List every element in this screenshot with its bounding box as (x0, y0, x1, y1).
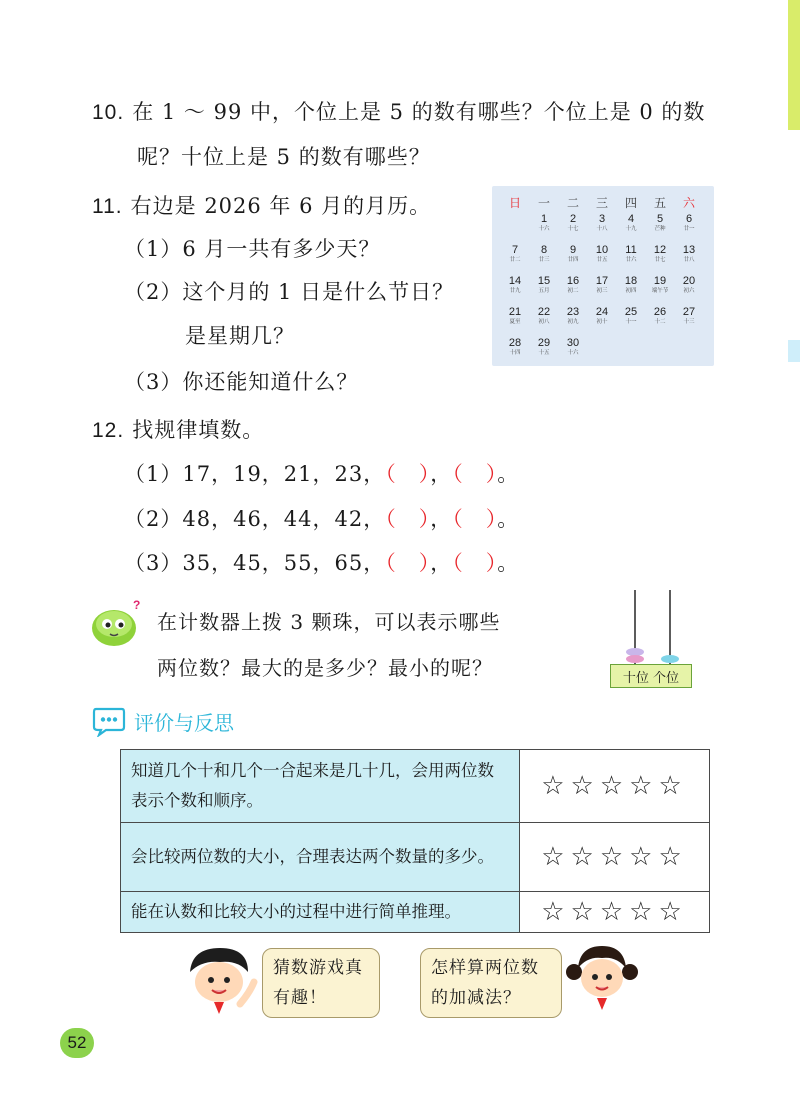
q12-number: 12. (92, 419, 125, 442)
calendar-day-cell (560, 276, 586, 295)
q12-row-2-blank-1[interactable]: （ ） (385, 507, 431, 531)
calendar-day-number: 1 (540, 213, 548, 225)
calendar-day-cell (647, 276, 673, 295)
q12-row-1-blank-1[interactable]: （ ） (385, 462, 431, 486)
calendar-day-number: 23 (566, 306, 580, 318)
calendar-lunar-date: 十八 (596, 226, 608, 232)
q10-text1: 在 1 ～ 99 中，个位上是 5 的数有哪些？个位上是 0 的数 (132, 100, 706, 124)
calendar-day-number: 12 (653, 244, 667, 256)
q12-row-3-sep: ， (430, 551, 453, 575)
calendar-lunar-date: 廿二 (509, 257, 521, 263)
edge-tab-cyan (788, 340, 800, 362)
calendar-lunar-date: 廿五 (596, 257, 608, 263)
q12-row-1-sep: ， (430, 462, 453, 486)
q12-row-2-end: 。 (497, 507, 520, 531)
calendar-day-number: 13 (682, 244, 696, 256)
q11-sub2b: 是星期几？ (185, 324, 295, 348)
calendar-lunar-date: 初四 (625, 288, 637, 294)
calendar-day-cell (647, 245, 673, 264)
q12-row-3-seq: （3）35，45，55，65， (124, 551, 386, 575)
calendar-day-cell (531, 276, 557, 295)
calendar-day-cell (618, 307, 644, 326)
q12-row-1-seq: （1）17，19，21，23， (124, 462, 386, 486)
q10-line2: 呢？十位上是 5 的数有哪些？ (137, 145, 431, 169)
calendar-lunar-date: 十六 (538, 226, 550, 232)
calendar-day-number: 4 (627, 213, 635, 225)
calendar-day-number: 11 (625, 244, 637, 256)
q10-number: 10. (92, 101, 125, 124)
calendar-day-cell (502, 307, 528, 326)
calendar-day-number: 9 (569, 244, 577, 256)
boy-character-icon (178, 942, 262, 1026)
q12-intro (92, 414, 264, 444)
calendar-day-cell (676, 245, 702, 264)
calendar-lunar-date: 初三 (596, 288, 608, 294)
june-calendar (492, 186, 714, 366)
table-row (121, 750, 710, 823)
calendar-weekday-header (502, 194, 704, 210)
calendar-lunar-date: 廿八 (683, 257, 695, 263)
q11-sub2a: （2）这个月的 1 日是什么节日？ (124, 280, 455, 304)
eval-stars-2[interactable]: ☆☆☆☆☆ (520, 823, 710, 892)
q12-row-3-blank-1[interactable]: （ ） (385, 551, 431, 575)
calendar-lunar-date: 初六 (683, 288, 695, 294)
think-line1: 在计数器上拨 3 颗珠，可以表示哪些 (157, 610, 501, 634)
calendar-day-cell (589, 276, 615, 295)
chat-bubble-icon (92, 705, 126, 737)
calendar-lunar-date: 初二 (567, 288, 579, 294)
calendar-lunar-date: 初八 (538, 319, 550, 325)
q12-row-1 (124, 458, 519, 488)
calendar-day-number: 27 (682, 306, 696, 318)
eval-criterion-2: 会比较两位数的大小，合理表达两个数量的多少。 (121, 823, 520, 892)
calendar-day-number: 20 (682, 275, 696, 287)
calendar-day-cell (589, 214, 615, 233)
calendar-lunar-date: 廿七 (654, 257, 666, 263)
q12-row-1-blank-2[interactable]: （ ） (452, 462, 498, 486)
calendar-lunar-date: 十四 (509, 350, 521, 356)
abacus-counter (604, 588, 694, 688)
table-row (121, 823, 710, 892)
weekday-mon: 一 (537, 196, 550, 210)
q12-row-3 (124, 547, 519, 577)
calendar-day-cell (676, 214, 702, 233)
calendar-day-number: 22 (537, 306, 551, 318)
calendar-day-cell (676, 276, 702, 295)
calendar-day-cell (560, 307, 586, 326)
calendar-day-number: 17 (595, 275, 609, 287)
calendar-day-number: 16 (566, 275, 580, 287)
abacus-label: 十位 个位 (610, 664, 692, 688)
calendar-day-cell (531, 214, 557, 233)
calendar-lunar-date: 五月 (538, 288, 550, 294)
calendar-lunar-date: 芒种 (654, 226, 666, 232)
calendar-lunar-date: 初十 (596, 319, 608, 325)
eval-stars-3[interactable]: ☆☆☆☆☆ (520, 892, 710, 933)
calendar-day-cell (676, 307, 702, 326)
bug-question-mark: ? (133, 598, 141, 612)
calendar-day-number: 18 (624, 275, 638, 287)
calendar-day-cell (647, 307, 673, 326)
calendar-day-number: 19 (653, 275, 667, 287)
eval-criterion-3: 能在认数和比较大小的过程中进行简单推理。 (121, 892, 520, 933)
calendar-lunar-date: 十九 (625, 226, 637, 232)
calendar-day-number: 25 (624, 306, 638, 318)
calendar-lunar-date: 十七 (567, 226, 579, 232)
calendar-day-cell (502, 276, 528, 295)
page-number-badge: 52 (60, 1028, 94, 1058)
eval-stars-1[interactable]: ☆☆☆☆☆ (520, 750, 710, 823)
q12-row-1-end: 。 (497, 462, 520, 486)
q11-number: 11. (92, 195, 123, 218)
q12-row-2-sep: ， (430, 507, 453, 531)
calendar-lunar-date: 廿六 (625, 257, 637, 263)
q12-row-2-seq: （2）48，46，44，42， (124, 507, 386, 531)
calendar-lunar-date: 廿四 (567, 257, 579, 263)
evaluation-table (120, 749, 710, 933)
weekday-thu: 四 (624, 196, 637, 210)
table-row (121, 892, 710, 933)
girl-speech-bubble: 怎样算两位数的加减法？ (420, 948, 562, 1018)
calendar-lunar-date: 十三 (683, 319, 695, 325)
weekday-sun: 日 (508, 196, 521, 210)
abacus-rods-icon (604, 588, 694, 664)
edge-tab-green (788, 0, 800, 130)
evaluation-title: 评价与反思 (134, 710, 234, 735)
calendar-day-cell (560, 214, 586, 233)
calendar-day-number: 5 (656, 213, 664, 225)
calendar-day-number: 14 (508, 275, 522, 287)
calendar-day-number: 6 (685, 213, 693, 225)
calendar-day-cell (647, 214, 673, 233)
calendar-day-cell (531, 338, 557, 357)
q11-intro-text: 右边是 2026 年 6 月的月历。 (130, 194, 432, 218)
calendar-day-cell (531, 245, 557, 264)
weekday-wed: 三 (595, 196, 608, 210)
calendar-day-number: 30 (566, 337, 580, 349)
green-bug-mascot-icon (88, 598, 142, 648)
weekday-fri: 五 (653, 196, 666, 210)
calendar-day-number: 10 (595, 244, 609, 256)
q12-intro-text: 找规律填数。 (132, 418, 265, 442)
calendar-day-number: 28 (508, 337, 522, 349)
calendar-day-cell (618, 214, 644, 233)
calendar-day-cell (560, 245, 586, 264)
calendar-day-number: 29 (537, 337, 551, 349)
calendar-lunar-date: 廿九 (509, 288, 521, 294)
q12-row-2-blank-2[interactable]: （ ） (452, 507, 498, 531)
calendar-day-number: 8 (540, 244, 548, 256)
calendar-lunar-date: 廿一 (683, 226, 695, 232)
evaluation-header (92, 704, 234, 738)
boy-speech-bubble: 猜数游戏真有趣！ (262, 948, 380, 1018)
weekday-sat: 六 (682, 196, 695, 210)
calendar-day-number: 7 (511, 244, 519, 256)
think-line2: 两位数？最大的是多少？最小的呢？ (157, 656, 493, 680)
calendar-day-number: 2 (569, 213, 577, 225)
calendar-day-number: 24 (595, 306, 609, 318)
calendar-lunar-date: 初九 (567, 319, 579, 325)
calendar-day-cell (589, 245, 615, 264)
eval-criterion-1: 知道几个十和几个一合起来是几十几，会用两位数表示个数和顺序。 (121, 750, 520, 823)
calendar-day-number: 26 (653, 306, 667, 318)
calendar-day-number: 15 (537, 275, 551, 287)
calendar-lunar-date: 廿三 (538, 257, 550, 263)
q12-row-3-blank-2[interactable]: （ ） (452, 551, 498, 575)
calendar-lunar-date: 十六 (567, 350, 579, 356)
weekday-tue: 二 (566, 196, 579, 210)
calendar-lunar-date: 端午节 (651, 288, 669, 294)
q12-row-2 (124, 503, 519, 533)
q10-line1 (92, 96, 705, 126)
q11-sub3: （3）你还能知道什么？ (124, 370, 359, 394)
calendar-lunar-date: 十二 (654, 319, 666, 325)
q12-row-3-end: 。 (497, 551, 520, 575)
calendar-lunar-date: 十一 (625, 319, 637, 325)
q11-intro (92, 190, 431, 220)
calendar-day-number: 21 (508, 306, 522, 318)
calendar-day-cell (618, 276, 644, 295)
calendar-day-number: 3 (598, 213, 606, 225)
calendar-day-cell (502, 338, 528, 357)
calendar-day-cell (589, 307, 615, 326)
q11-sub1: （1）6 月一共有多少天？ (124, 237, 381, 261)
calendar-day-cell (531, 307, 557, 326)
girl-character-icon (566, 942, 638, 1024)
calendar-lunar-date: 夏至 (509, 319, 521, 325)
calendar-day-cell (502, 245, 528, 264)
calendar-lunar-date: 十五 (538, 350, 550, 356)
calendar-day-cell (560, 338, 586, 357)
calendar-day-cell (618, 245, 644, 264)
